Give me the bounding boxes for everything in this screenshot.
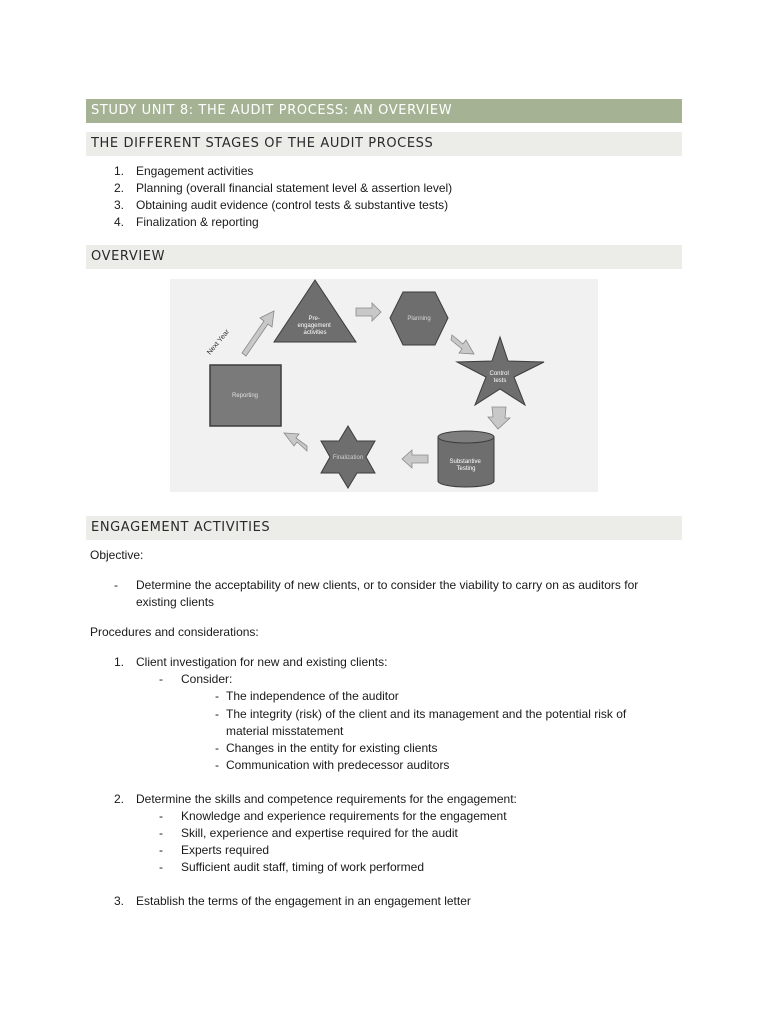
stage-number-2: 2.	[113, 181, 124, 195]
engagement-heading: ENGAGEMENT ACTIVITIES	[86, 516, 682, 540]
next-year-label: Next Year	[206, 328, 232, 357]
p2-subitem-4: Sufficient audit staff, timing of work performed	[181, 860, 425, 874]
stage-item-1: Engagement activities	[136, 164, 254, 178]
procedure-number-1: 1.	[113, 655, 124, 669]
title-banner: STUDY UNIT 8: THE AUDIT PROCESS: AN OVERVIEW	[86, 99, 682, 123]
control-tests-label-1: Control	[489, 371, 509, 377]
p2-sub-dash-4: -	[159, 860, 163, 874]
p1-subitem-2-continued: material misstatement	[226, 724, 344, 738]
objective-label: Objective:	[90, 548, 144, 562]
procedures-label: Procedures and considerations:	[90, 625, 259, 639]
arrow-to-finalization	[402, 450, 428, 468]
p1-sub-dash-4: -	[215, 758, 219, 772]
p2-subitem-1: Knowledge and experience requirements for the engagement	[181, 809, 507, 823]
objective-line-1: Determine the acceptability of new clients, or to consider the viability to carry on as auditors for	[136, 578, 639, 592]
p1-subitem-2: The integrity (risk) of the client and its management and the potential risk of	[226, 707, 627, 721]
arrow-to-planning	[356, 303, 381, 321]
arrow-next-year	[242, 311, 274, 356]
consider-label: Consider:	[181, 672, 233, 686]
procedure-number-3: 3.	[113, 894, 124, 908]
p1-subitem-4: Communication with predecessor auditors	[226, 758, 450, 772]
substantive-label-2: Testing	[456, 466, 476, 472]
p1-sub-dash-1: -	[215, 689, 219, 703]
procedure-item-3: Establish the terms of the engagement in an engagement letter	[136, 894, 471, 908]
p1-sub-dash-3: -	[215, 741, 219, 755]
p1-subitem-3: Changes in the entity for existing clients	[226, 741, 438, 755]
p1-sub-dash-2: -	[215, 707, 219, 721]
arrow-to-control-tests	[451, 335, 474, 354]
p2-subitem-2: Skill, experience and expertise required for the audit	[181, 826, 458, 840]
reporting-label: Reporting	[231, 393, 259, 399]
procedure-item-2: Determine the skills and competence requirements for the engagement:	[136, 792, 517, 806]
arrow-to-substantive	[488, 407, 510, 429]
stage-number-1: 1.	[113, 164, 124, 178]
arrow-to-reporting	[284, 433, 307, 451]
planning-label: Planning	[407, 316, 431, 322]
p2-sub-dash-1: -	[159, 809, 163, 823]
finalization-label: Finalization	[332, 455, 364, 461]
pre-engagement-label-3: activities	[303, 330, 327, 336]
procedure-number-2: 2.	[113, 792, 124, 806]
stage-item-4: Finalization & reporting	[136, 215, 259, 229]
consider-dash: -	[159, 672, 163, 686]
stage-item-2: Planning (overall financial statement level & assertion level)	[136, 181, 453, 195]
stage-number-3: 3.	[113, 198, 124, 212]
overview-heading: OVERVIEW	[86, 245, 682, 269]
objective-line-2: existing clients	[136, 595, 215, 609]
substantive-label-1: Substantive	[449, 459, 481, 465]
control-tests-label-2: tests	[493, 378, 507, 384]
p2-sub-dash-3: -	[159, 843, 163, 857]
procedure-item-1: Client investigation for new and existing clients:	[136, 655, 388, 669]
stage-number-4: 4.	[113, 215, 124, 229]
pre-engagement-label-2: engagement	[297, 323, 331, 329]
objective-dash: -	[114, 578, 118, 592]
audit-process-diagram	[170, 279, 598, 492]
p2-subitem-3: Experts required	[181, 843, 270, 857]
stages-heading: THE DIFFERENT STAGES OF THE AUDIT PROCESS	[86, 132, 682, 156]
p1-subitem-1: The independence of the auditor	[226, 689, 399, 703]
p2-sub-dash-2: -	[159, 826, 163, 840]
pre-engagement-label-1: Pre-	[308, 316, 320, 322]
stage-item-3: Obtaining audit evidence (control tests & substantive tests)	[136, 198, 449, 212]
